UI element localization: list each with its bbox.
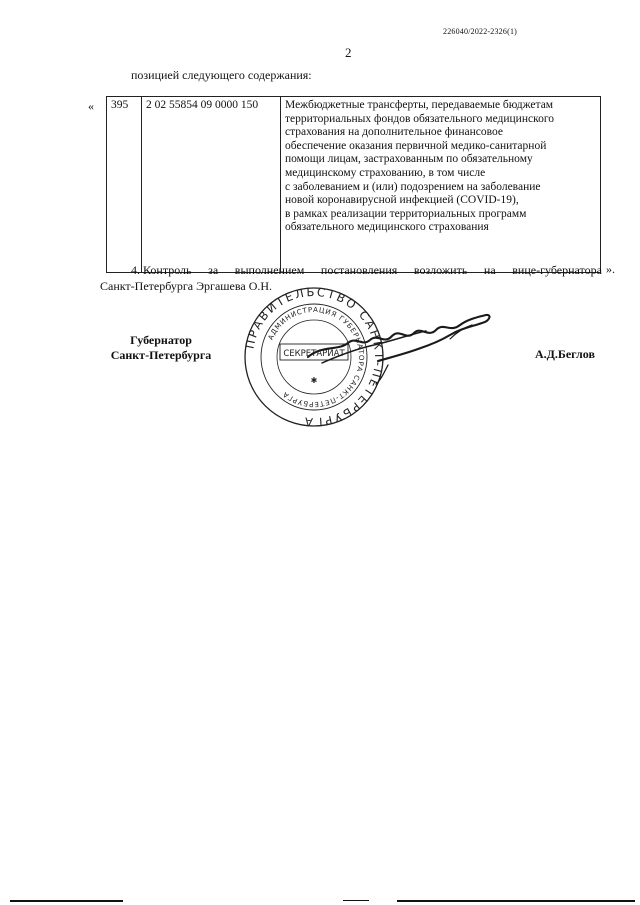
footer-rule [10, 900, 123, 902]
description-line: территориальных фондов обязательного медицинского [285, 112, 555, 125]
paragraph-word: вице-губернатора [512, 263, 602, 277]
description-line: Межбюджетные трансферты, передаваемые бюджетам [285, 99, 554, 111]
footer-rule [397, 900, 635, 902]
quote-open: « [88, 99, 94, 113]
document-id: 226040/2022-2326(1) [443, 27, 518, 36]
paragraph-line [100, 262, 602, 278]
page-number: 2 [345, 45, 352, 60]
row-number-cell: 395 [107, 97, 142, 273]
budget-code-cell: 2 02 55854 09 0000 150 [142, 97, 281, 273]
description-line: страхования на дополнительное финансовое [285, 126, 503, 139]
paragraph-word: за [208, 263, 219, 277]
description-line: обязательного медицинского страхования [285, 221, 489, 234]
paragraph-word: выполнением [234, 263, 305, 277]
footer-rule [343, 900, 369, 901]
amendment-table [106, 96, 601, 273]
paragraph-word: 4. Контроль [131, 263, 192, 277]
paragraph-line: Санкт-Петербурга Эргашева О.Н. [100, 279, 273, 293]
seal-inner-text: АДМИНИСТРАЦИЯ ГУБЕРНАТОРА САНКТ-ПЕТЕРБУРГА [266, 305, 366, 409]
handwritten-signature [300, 305, 500, 385]
seal-outer-text: ПРАВИТЕЛЬСТВО САН ПЕТЕРБУРГА [244, 287, 384, 427]
paragraph-word: постановления [320, 263, 398, 277]
description-cell [281, 97, 601, 273]
description-line: помощи лицам, застрахованным по обязательному [285, 153, 533, 166]
intro-text: позицией следующего содержания: [131, 68, 312, 82]
seal-center-text: СЕКРЕТАРИАТ [283, 349, 345, 359]
paragraph-word: возложить [413, 263, 468, 277]
table-row [107, 97, 601, 273]
description-line: новой коронавирусной инфекцией (COVID-19), [285, 194, 519, 207]
seal-star-icon: ✱ [310, 376, 318, 385]
signer-name: А.Д.Беглов [535, 347, 595, 361]
description-line: медицинскому страхованию, в том числе [285, 166, 486, 179]
governor-region: Санкт-Петербурга [110, 348, 212, 362]
description-line: в рамках реализации территориальных программ [285, 207, 527, 220]
description-line: обеспечение оказания первичной медико-санитарной [285, 139, 547, 152]
paragraph-word: на [483, 263, 496, 277]
quote-close: ». [606, 262, 615, 276]
signature-graphic [300, 305, 500, 385]
governor-title: Губернатор [130, 333, 192, 347]
description-line: с заболеванием и (или) подозрением на заболевание [285, 180, 541, 193]
